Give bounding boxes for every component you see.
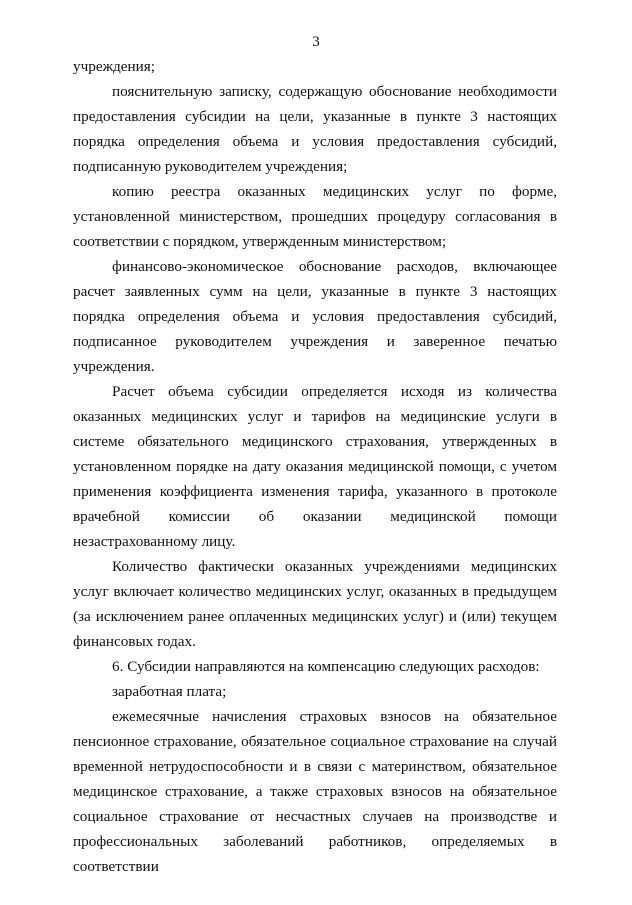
paragraph-explanatory-note: пояснительную записку, содержащую обоснование необходимости предоставления субсидии на цели, указанные в пункте 3 настоящих порядка определения объема и условия предоставления субсидий, подписанную руководителем учреждения; xyxy=(73,83,557,175)
paragraph-services-count: Количество фактически оказанных учреждениями медицинских услуг включает количество медицинских услуг, оказанных в предыдущем (за исключением ранее оплаченных медицинских услуг) и (или) текущем финансовых годах. xyxy=(73,558,557,650)
paragraph-salary: заработная плата; xyxy=(112,683,227,700)
paragraph-section-6: 6. Субсидии направляются на компенсацию следующих расходов: xyxy=(112,658,540,675)
paragraph-subsidy-calculation: Расчет объема субсидии определяется исходя из количества оказанных медицинских услуг и тарифов на медицинские услуги в системе обязательного медицинского страхования, утвержденных в установленном порядке на дату оказания медицинской помощи, с учетом применения коэффициента изменения тарифа, указанного в протоколе врачебной комиссии об оказании медицинской помощи незастрахованному лицу. xyxy=(73,383,557,550)
document-body xyxy=(73,54,557,879)
paragraph-financial-justification: финансово-экономическое обоснование расходов, включающее расчет заявленных сумм на цели, указанные в пункте 3 настоящих порядка определения объема и условия предоставления субсидий, подписанное руководителем учреждения и заверенное печатью учреждения. xyxy=(73,258,557,375)
page-number: 3 xyxy=(312,34,320,50)
paragraph-continuation: учреждения; xyxy=(73,58,155,75)
paragraph-registry-copy: копию реестра оказанных медицинских услуг по форме, установленной министерством, прошедших процедуру согласования в соответствии с порядком, утвержденным министерством; xyxy=(73,183,557,250)
paragraph-insurance-contributions: ежемесячные начисления страховых взносов на обязательное пенсионное страхование, обязательное социальное страхование на случай временной нетрудоспособности и в связи с материнством, обязательное медицинское страхование, а также страховых взносов на обязательное социальное страхование от несчастных случаев на производстве и профессиональных заболеваний работников, определяемых в соответствии xyxy=(73,708,557,875)
